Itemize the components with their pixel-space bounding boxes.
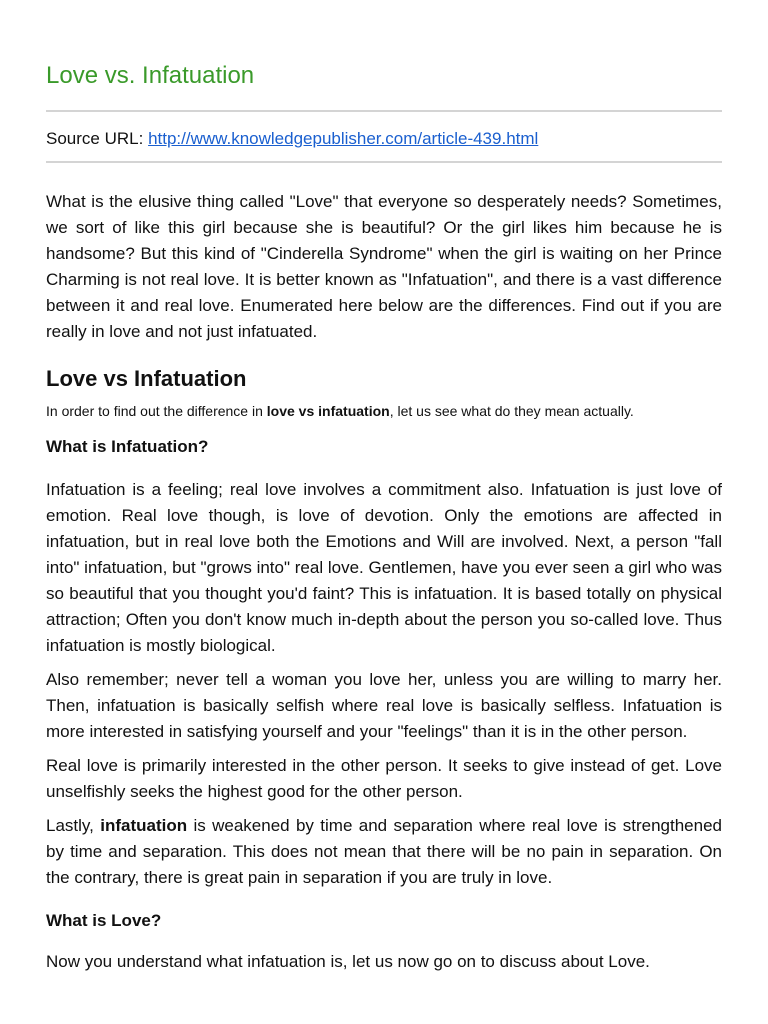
section-lead-keyword: love vs infatuation <box>266 403 390 419</box>
source-divider <box>46 161 722 163</box>
intro-paragraph: What is the elusive thing called "Love" that everyone so desperately needs? Sometimes, we sort of like this girl because she is beautiful? Or the girl likes him because he is handsome? But this kind of "Cinderella Syndrome" when the girl is waiting on her Prince Charming is not real love. It is better known as "Infatuation", and there is a vast difference between it and real love. Enumerated here below are the differences. Find out if you are really in love and not just infatuated. <box>46 192 722 341</box>
article-body <box>46 189 722 975</box>
love-paragraph: Now you understand what infatuation is, let us now go on to discuss about Love. <box>46 952 650 971</box>
section-heading: Love vs Infatuation <box>46 366 247 391</box>
lastly-rest: is weakened by time and separation where real love is strengthened by time and separation. This does not mean that there will be no pain in separation. On the contrary, there is great pain in separation if you are truly in love. <box>46 816 723 887</box>
infatuation-paragraph-4 <box>46 813 722 891</box>
infatuation-paragraph-3: Real love is primarily interested in the other person. It seeks to give instead of get. Love unselfishly seeks the highest good for the other person. <box>46 756 722 801</box>
source-label: Source URL: <box>46 129 144 148</box>
love-heading: What is Love? <box>46 911 162 930</box>
infatuation-paragraph-1: Infatuation is a feeling; real love involves a commitment also. Infatuation is just love of emotion. Real love though, is love of devotion. Only the emotions are affected in infatuation, but in real love both the Emotions and Will are involved. Next, a person "fall into" infatuation, but "grows into" real love. Gentlemen, have you ever seen a girl who was so beautiful that you thought you'd faint? This is infatuation. It is based totally on physical attraction; Often you don't know much in-depth about the person you so-called love. Thus infatuation is mostly biological. <box>46 480 722 655</box>
infatuation-paragraph-2: Also remember; never tell a woman you love her, unless you are willing to marry her. Then, infatuation is basically selfish where real love is basically selfless. Infatuation is more interested in satisfying yourself and your "feelings" than it is in the other person. <box>46 670 722 741</box>
title-divider <box>46 110 722 112</box>
lastly-keyword: infatuation <box>100 816 188 835</box>
source-line <box>46 128 538 150</box>
source-url-link[interactable]: http://www.knowledgepublisher.com/article-439.html <box>148 129 539 148</box>
infatuation-heading: What is Infatuation? <box>46 437 209 456</box>
section-lead-end: , let us see what do they mean actually. <box>389 403 634 419</box>
section-lead <box>46 401 722 421</box>
lastly-prefix: Lastly, <box>46 816 101 835</box>
section-lead-start: In order to find out the difference in <box>46 403 267 419</box>
page-title: Love vs. Infatuation <box>46 62 255 89</box>
